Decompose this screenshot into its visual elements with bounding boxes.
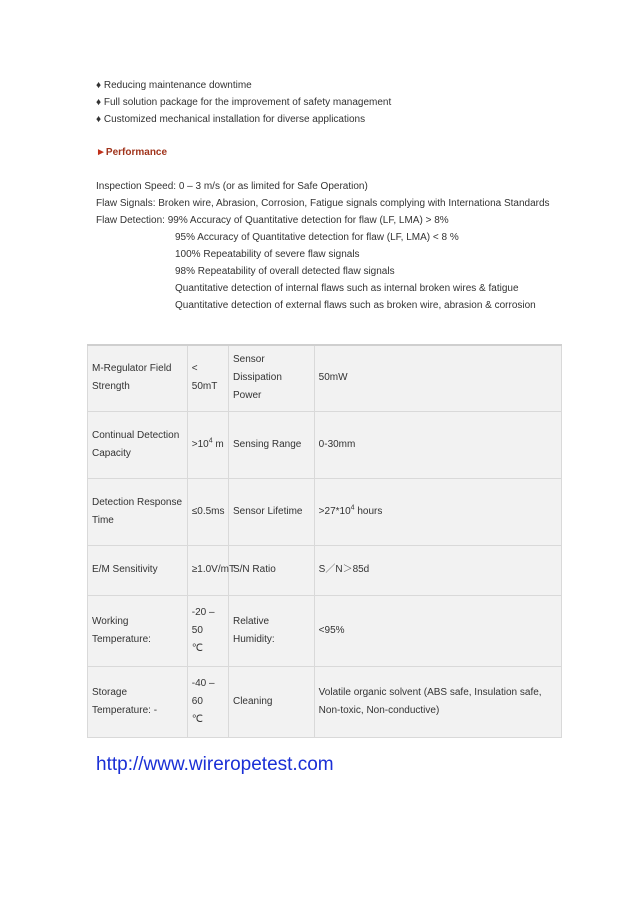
triangle-marker-icon: ► (96, 147, 106, 158)
param-cell: Cleaning (228, 666, 314, 737)
value-cell: ≤0.5ms (187, 478, 228, 545)
param-cell: Storage Temperature: - (88, 666, 188, 737)
spec-internal-flaws: Quantitative detection of internal flaws such as internal broken wires & fatigue (175, 283, 519, 294)
param-cell: Working Temperature: (88, 595, 188, 666)
param-cell: Relative Humidity: (228, 595, 314, 666)
param-cell: E/M Sensitivity (88, 545, 188, 595)
spec-repeatability-severe: 100% Repeatability of severe flaw signals (175, 249, 360, 260)
table-row (88, 666, 562, 737)
table-row (88, 478, 562, 545)
value-cell: S／N＞85d (314, 545, 561, 595)
table-row (88, 545, 562, 595)
param-cell: Sensor Dissipation Power (228, 345, 314, 411)
value-cell: <95% (314, 595, 561, 666)
value-cell: < 50mT (187, 345, 228, 411)
param-cell: M-Regulator Field Strength (88, 345, 188, 411)
value-cell: Volatile organic solvent (ABS safe, Insulation safe, Non-toxic, Non-conductive) (314, 666, 561, 737)
spec-flaw-signals: Flaw Signals: Broken wire, Abrasion, Corrosion, Fatigue signals complying with Internationa Standards (96, 198, 550, 209)
value-cell: -20 – 50 ℃ (187, 595, 228, 666)
table-row (88, 345, 562, 411)
value-cell: -40 – 60 ℃ (187, 666, 228, 737)
specifications-table (87, 344, 562, 738)
table-row (88, 595, 562, 666)
bullet-safety: ♦ Full solution package for the improvement of safety management (96, 97, 392, 108)
param-cell: Detection Response Time (88, 478, 188, 545)
spec-flaw-detection: Flaw Detection: 99% Accuracy of Quantitative detection for flaw (LF, LMA) > 8% (96, 215, 449, 226)
value-cell: 50mW (314, 345, 561, 411)
spec-repeatability-overall: 98% Repeatability of overall detected flaw signals (175, 266, 395, 277)
param-cell: S/N Ratio (228, 545, 314, 595)
param-cell: Sensing Range (228, 411, 314, 478)
value-cell: 0-30mm (314, 411, 561, 478)
table-row (88, 411, 562, 478)
spec-accuracy-small-flaw: 95% Accuracy of Quantitative detection for flaw (LF, LMA) < 8 % (175, 232, 459, 243)
spec-inspection-speed: Inspection Speed: 0 – 3 m/s (or as limited for Safe Operation) (96, 181, 368, 192)
param-cell: Sensor Lifetime (228, 478, 314, 545)
param-cell: Continual Detection Capacity (88, 411, 188, 478)
performance-heading (96, 147, 167, 159)
website-link[interactable]: http://www.wireropetest.com (96, 754, 334, 775)
bullet-installation: ♦ Customized mechanical installation for diverse applications (96, 114, 366, 125)
performance-title: Performance (105, 147, 168, 158)
value-cell: ≥1.0V/mT (187, 545, 228, 595)
value-cell: $>27*10^4$ hours (314, 478, 561, 545)
value-cell: $>10^4$ m (187, 411, 228, 478)
bullet-maintenance: ♦ Reducing maintenance downtime (96, 80, 252, 91)
spec-external-flaws: Quantitative detection of external flaws such as broken wire, abrasion & corrosion (175, 300, 536, 311)
